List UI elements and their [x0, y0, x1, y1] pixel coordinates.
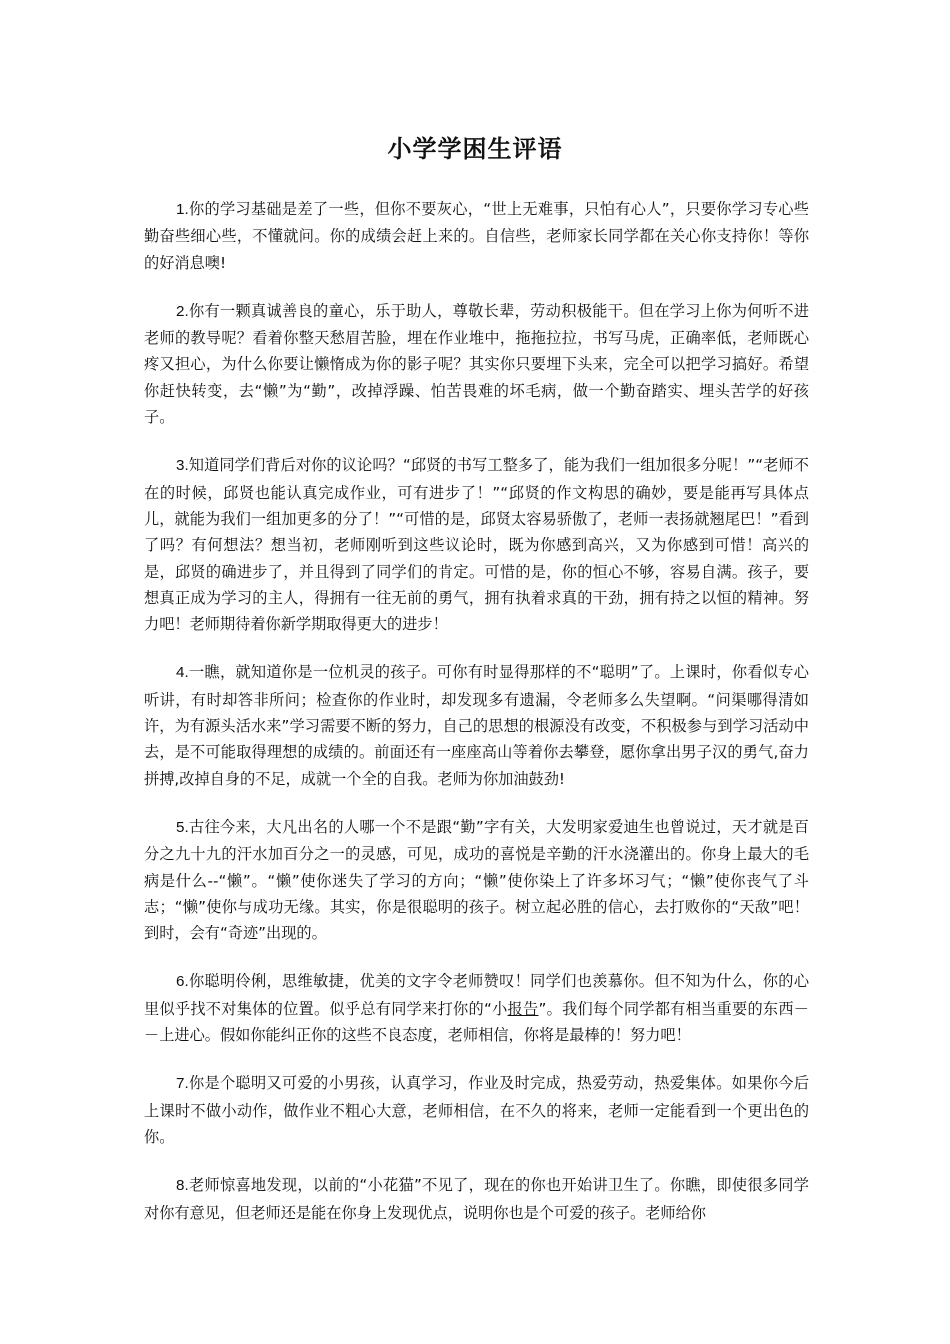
paragraph-text: 你是个聪明又可爱的小男孩，认真学习，作业及时完成，热爱劳动，热爱集体。如果你今后上课时不做小动作，做作业不粗心大意，老师相信，在不久的将来，老师一定能看到一个更出色的你。: [144, 1074, 809, 1146]
paragraph-text: 知道同学们背后对你的议论吗？“邱贤的书写工整多了，能为我们一组加很多分呢！”“老师不在的时候，邱贤也能认真完成作业，可有进步了！”“邱贤的作文构思的确妙，要是能再写具体点儿，就能为我们一组加更多的分了！”“可惜的是，邱贤太容易骄傲了，老师一表扬就翘尾巴！”看到了吗？有何想法？想当初，老师刚听到这些议论时，既为你感到高兴，又为你感到可惜！高兴的是，邱贤的确进步了，并且得到了同学们的肯定。可惜的是，你的恒心不够，容易自满。孩子，要想真正成为学习的主人，得拥有一往无前的勇气，拥有执着求真的干劲，拥有持之以恒的精神。努力吧！老师期待着你新学期取得更大的进步！: [144, 456, 809, 634]
paragraph-text: 古往今来，大凡出名的人哪一个不是跟“勤”字有关，大发明家爱迪生也曾说过，天才就是百分之九十九的汗水加百分之一的灵感，可见，成功的喜悦是辛勤的汗水浇灌出的。你身上最大的毛病是什么--“懒”。“懒”使你迷失了学习的方向；“懒”使你染上了许多坏习气；“懒”使你丧气了斗志；“懒”使你与成功无缘。其实，你是很聪明的孩子。树立起必胜的信心，去打败你的“天敌”吧！到时，会有“奇迹”出现的。: [144, 817, 809, 943]
paragraph-text: 你的学习基础是差了一些，但你不要灰心，“世上无难事，只怕有心人”，只要你学习专心些勤奋些细心些，不懂就问。你的成绩会赶上来的。自信些，老师家长同学都在关心你支持你！等你的好消息噢!: [144, 200, 809, 272]
paragraph-number: 2.: [176, 302, 189, 320]
paragraph-number: 4.: [176, 664, 189, 682]
paragraph-number: 7.: [176, 1075, 189, 1093]
paragraph-text: 一瞧，就知道你是一位机灵的孩子。可你有时显得那样的不“聪明”了。上课时，你看似专心听讲，有时却答非所问；检查你的作业时，却发现多有遗漏，令老师多么失望啊。“问渠哪得清如许，为有源头活水来”学习需要不断的努力，自己的思想的根源没有改变，不积极参与到学习活动中去，是不可能取得理想的成绩的。前面还有一座座高山等着你去攀登，愿你拿出男子汉的勇气,奋力拼搏,改掉自身的不足，成就一个全的自我。老师为你加油鼓劲!: [144, 663, 809, 788]
paragraph-number: 3.: [176, 457, 189, 475]
comment-paragraph-7: [144, 1070, 809, 1150]
comment-paragraph-4: [144, 659, 809, 791]
paragraph-text: 你聪明伶俐，思维敏捷，优美的文字令老师赞叹！同学们也羡慕你。但不知为什么，你的心里似乎找不对集体的位置。似乎总有同学来打你的“小: [144, 972, 809, 1018]
report-link[interactable]: 报告: [507, 999, 539, 1018]
paragraph-text: 你有一颗真诚善良的童心，乐于助人，尊敬长辈，劳动积极能干。但在学习上你为何听不进老师的教导呢？看着你整天愁眉苦脸，埋在作业堆中，拖拖拉拉，书写马虎，正确率低，老师既心疼又担心，为什么你要让懒惰成为你的影子呢？其实你只要埋下头来，完全可以把学习搞好。希望你赶快转变，去“懒”为“勤”，改掉浮躁、怕苦畏难的坏毛病，做一个勤奋踏实、埋头苦学的好孩子。: [144, 301, 809, 427]
comment-paragraph-2: [144, 298, 809, 430]
paragraph-text-continued: ”。我们每个同学都有相当重要的东西－－上进心。假如你能纠正你的这些不良态度，老师相信，你将是最棒的！努力吧！: [144, 999, 809, 1045]
comment-paragraph-6: [144, 968, 809, 1048]
paragraph-number: 5.: [176, 818, 189, 836]
paragraph-text: 老师惊喜地发现，以前的“小花猫”不见了，现在的你也开始讲卫生了。你瞧，即使很多同学对你有意见，但老师还是能在你身上发现优点，说明你也是个可爱的孩子。老师给你: [144, 1176, 809, 1222]
paragraph-number: 1.: [176, 201, 189, 218]
comment-paragraph-5: [144, 814, 809, 946]
document-body: [144, 196, 809, 1248]
document-title: 小学学困生评语: [387, 135, 563, 163]
paragraph-number: 8.: [176, 1177, 189, 1195]
comment-paragraph-3: [144, 452, 809, 637]
comment-paragraph-8: [144, 1172, 809, 1226]
comment-paragraph-1: [144, 196, 809, 276]
paragraph-number: 6.: [176, 973, 189, 991]
